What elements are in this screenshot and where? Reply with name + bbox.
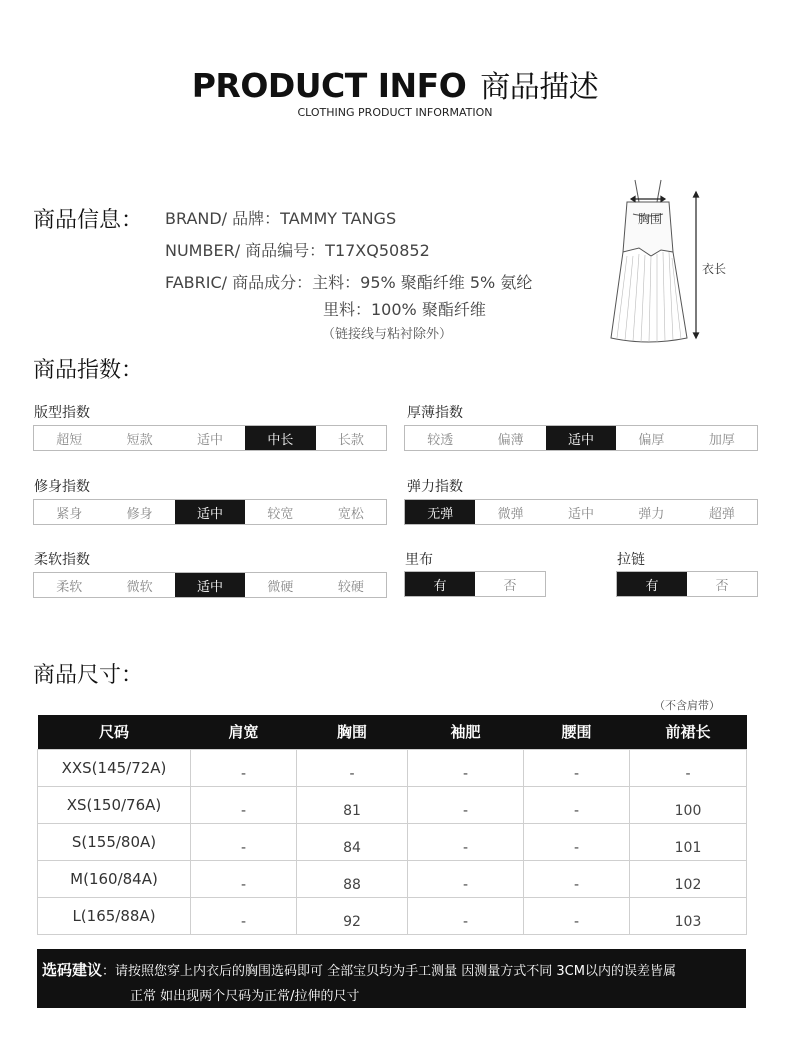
elastic-option: 微弹 [497,506,524,522]
size-heading: 商品尺寸： [33,663,144,688]
size-label-cell: S(155/80A) [38,823,191,860]
fit-option: 中长 [245,426,315,450]
length-label: 衣长 [702,262,727,276]
table-cell: - [191,860,297,897]
table-row [38,749,747,786]
page-subtitle: CLOTHING PRODUCT INFORMATION [297,106,493,119]
lining-option: 否 [503,578,517,594]
table-cell: - [408,749,524,786]
size-label-cell: XXS(145/72A) [38,749,191,786]
soft-option: 较硬 [337,579,364,595]
size-column-header: 腰围 [524,715,630,749]
table-cell: - [191,823,297,860]
thickness-index-title: 厚薄指数 [407,405,463,421]
table-row [38,897,747,934]
table-cell: - [191,749,297,786]
brand-line: BRAND/ 品牌：TAMMY TANGS [165,209,397,228]
elastic-index-bar [404,499,758,525]
table-cell: - [408,897,524,934]
thickness-option: 偏厚 [638,432,665,448]
soft-index-bar [33,572,387,598]
slim-index-bar [33,499,387,525]
table-cell: 81 [297,786,408,823]
table-cell: 88 [297,860,408,897]
fit-option: 长款 [337,432,364,448]
size-column-header: 尺码 [38,715,191,749]
size-table [37,715,747,935]
table-cell: - [524,897,630,934]
soft-option: 微软 [126,579,153,595]
fabric-line: FABRIC/ 商品成分：主料：95% 聚酯纤维 5% 氨纶 [165,273,533,292]
table-cell: 92 [297,897,408,934]
page-title [0,62,790,106]
slim-index-title: 修身指数 [34,479,90,495]
size-column-header: 胸围 [297,715,408,749]
table-cell: - [297,749,408,786]
thickness-option: 加厚 [708,432,735,448]
elastic-option: 超弹 [708,506,735,522]
size-advice [37,949,746,1008]
lining-option: 有 [405,572,475,596]
table-cell: 103 [630,897,747,934]
indices-heading: 商品指数： [33,358,144,383]
table-row [38,823,747,860]
title-en: PRODUCT INFO [191,66,467,105]
elastic-index-title: 弹力指数 [407,479,463,495]
slim-option: 修身 [126,506,153,522]
size-label-cell: M(160/84A) [38,860,191,897]
table-cell: - [408,786,524,823]
fit-option: 短款 [126,432,153,448]
zipper-index-bar [616,571,758,597]
elastic-option: 弹力 [638,506,665,522]
slim-option: 适中 [175,500,245,524]
table-cell: - [524,749,630,786]
lining-index-bar [404,571,546,597]
table-cell: 84 [297,823,408,860]
soft-index-title: 柔软指数 [34,552,90,568]
table-cell: 101 [630,823,747,860]
advice-label: 选码建议 [42,961,103,979]
number-line: NUMBER/ 商品编号：T17XQ50852 [165,241,430,260]
table-cell: - [408,860,524,897]
thickness-option: 适中 [546,426,616,450]
size-column-header: 前裙长 [630,715,747,749]
slim-option: 宽松 [337,506,364,522]
fit-index-bar [33,425,387,451]
table-cell: - [524,823,630,860]
thickness-option: 偏薄 [497,432,524,448]
zipper-index-title: 拉链 [617,552,645,568]
zipper-option: 否 [715,578,729,594]
chest-label: 胸围 [638,212,663,226]
soft-option: 适中 [175,573,245,597]
fit-option: 超短 [56,432,83,448]
size-column-header: 肩宽 [191,715,297,749]
advice-line2: 正常 如出现两个尺码为正常/拉伸的尺寸 [130,989,360,1004]
table-cell: 100 [630,786,747,823]
title-cn: 商品描述 [480,70,599,105]
size-label-cell: L(165/88A) [38,897,191,934]
slim-option: 紧身 [56,506,83,522]
size-label-cell: XS(150/76A) [38,786,191,823]
size-column-header: 袖肥 [408,715,524,749]
table-row [38,860,747,897]
fit-option: 适中 [197,432,224,448]
table-cell: - [524,860,630,897]
thickness-index-bar [404,425,758,451]
thickness-option: 较透 [427,432,454,448]
lining-index-title: 里布 [405,552,433,568]
zipper-option: 有 [617,572,687,596]
advice-line1: ：请按照您穿上内衣后的胸围选码即可 全部宝贝均为手工测量 因测量方式不同 3CM以内的误差皆属 [102,964,676,979]
elastic-option: 适中 [568,506,595,522]
table-row [38,786,747,823]
size-table-header [38,715,747,749]
info-label: 商品信息： [33,208,144,233]
elastic-option: 无弹 [405,500,475,524]
fit-index-title: 版型指数 [34,405,90,421]
table-cell: - [191,786,297,823]
table-cell: - [408,823,524,860]
table-cell: 102 [630,860,747,897]
soft-option: 微硬 [267,579,294,595]
size-note: （不含肩带） [654,699,720,712]
size-table-body [38,749,747,934]
lining-material-line: 里料：100% 聚酯纤维 [323,300,486,319]
slim-option: 较宽 [267,506,294,522]
soft-option: 柔软 [56,579,83,595]
table-cell: - [191,897,297,934]
table-cell: - [630,749,747,786]
fabric-note: （链接线与粘衬除外） [322,327,453,342]
table-cell: - [524,786,630,823]
